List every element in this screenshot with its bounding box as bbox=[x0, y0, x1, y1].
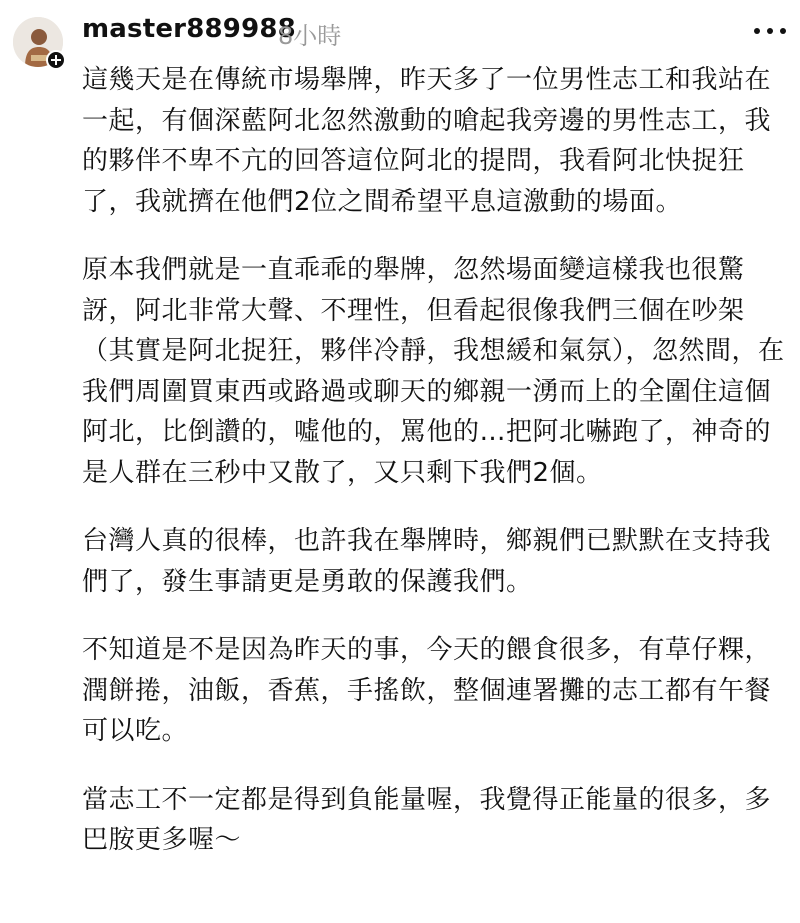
username[interactable]: master889988 bbox=[82, 14, 296, 44]
post-paragraph: 原本我們就是一直乖乖的舉牌，忽然場面變這樣我也很驚訝，阿北非常大聲、不理性，但看起很像我們三個在吵架（其實是阿北捉狂，夥伴冷靜，我想緩和氣氛），忽然間，在我們周圍買東西或路過或聊天的鄉親一湧而上的全圍住這個阿北，比倒讚的，噓他的，罵他的…把阿北嚇跑了，神奇的是人群在三秒中又散了，又只剩下我們2個。 bbox=[82, 255, 785, 488]
post-timestamp: 8小時 bbox=[278, 22, 342, 50]
post-paragraph: 不知道是不是因為昨天的事，今天的餵食很多，有草仔粿，潤餅捲，油飯，香蕉，手搖飲，整個連署攤的志工都有午餐可以吃。 bbox=[82, 635, 772, 746]
post-paragraph: 當志工不一定都是得到負能量喔，我覺得正能量的很多，多巴胺更多喔～ bbox=[82, 784, 772, 855]
follow-plus-icon[interactable] bbox=[46, 50, 66, 70]
more-dot bbox=[767, 28, 773, 34]
post-paragraph: 台灣人真的很棒，也許我在舉牌時，鄉親們已默默在支持我們了，發生事請更是勇敢的保護我們。 bbox=[82, 526, 772, 597]
more-options-icon[interactable] bbox=[754, 24, 786, 38]
avatar-container[interactable] bbox=[13, 17, 67, 71]
post-body bbox=[82, 60, 787, 861]
more-dot bbox=[780, 28, 786, 34]
post-paragraph: 這幾天是在傳統市場舉牌，昨天多了一位男性志工和我站在一起，有個深藍阿北忽然激動的嗆起我旁邊的男性志工，我的夥伴不卑不亢的回答這位阿北的提問，我看阿北快捉狂了，我就擠在他們2位之間希望平息這激動的場面。 bbox=[82, 65, 772, 217]
more-dot bbox=[754, 28, 760, 34]
